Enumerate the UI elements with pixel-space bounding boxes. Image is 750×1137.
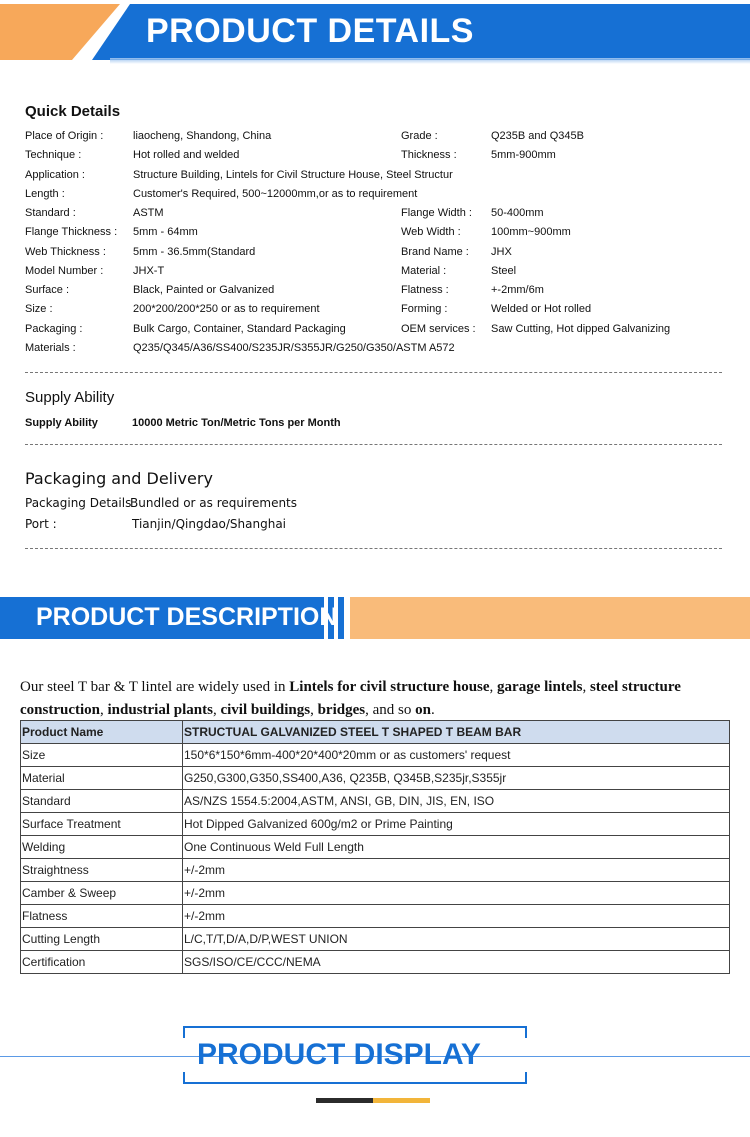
supply-ability-label: Supply Ability <box>25 417 98 429</box>
table-cell-label: Cutting Length <box>21 928 183 951</box>
detail-value: liaocheng, Shandong, China <box>133 130 272 142</box>
quick-details-row <box>25 207 725 226</box>
spec-table <box>20 720 730 974</box>
detail-value: JHX <box>491 246 512 258</box>
port-value: Tianjin/Qingdao/Shanghai <box>132 517 287 531</box>
product-details-header <box>0 0 750 66</box>
product-details-title: PRODUCT DETAILS <box>146 12 474 50</box>
table-row <box>21 905 730 928</box>
table-row <box>21 767 730 790</box>
frame-left <box>183 1072 185 1084</box>
table-header-label: Product Name <box>21 721 183 744</box>
detail-value: Q235B and Q345B <box>491 130 584 142</box>
intro-text: Our steel T bar & T lintel are widely used in <box>20 679 290 695</box>
port-label: Port : <box>25 517 57 531</box>
detail-value: +-2mm/6m <box>491 284 544 296</box>
detail-value: Structure Building, Lintels for Civil Structure House, Steel Structur <box>133 169 453 181</box>
intro-bold: Lintels for civil structure house <box>289 679 490 695</box>
detail-label: Materials : <box>25 342 76 354</box>
detail-value: Welded or Hot rolled <box>491 303 592 315</box>
detail-value: 50-400mm <box>491 207 544 219</box>
table-row <box>21 859 730 882</box>
quick-details-row <box>25 265 725 284</box>
quick-details-row <box>25 149 725 168</box>
table-row <box>21 882 730 905</box>
product-description-header <box>0 597 750 639</box>
table-cell-value: L/C,T/T,D/A,D/P,WEST UNION <box>183 928 730 951</box>
table-row <box>21 836 730 859</box>
detail-label: Material : <box>401 265 447 277</box>
detail-label: Grade : <box>401 130 438 142</box>
frame-top <box>183 1026 527 1028</box>
intro-bold: garage lintels <box>497 679 583 695</box>
detail-label: Brand Name : <box>401 246 469 258</box>
table-row <box>21 744 730 767</box>
table-cell-label: Standard <box>21 790 183 813</box>
quick-details-title: Quick Details <box>25 103 121 120</box>
quick-details-row <box>25 284 725 303</box>
product-display-header <box>183 1026 527 1084</box>
supply-ability-title: Supply Ability <box>25 389 115 406</box>
table-row <box>21 813 730 836</box>
detail-value: 100mm~900mm <box>491 226 571 238</box>
table-header-row <box>21 721 730 744</box>
table-row <box>21 790 730 813</box>
intro-bold: steel structure construction <box>20 679 681 718</box>
detail-label: Packaging : <box>25 323 83 335</box>
table-cell-value: AS/NZS 1554.5:2004,ASTM, ANSI, GB, DIN, JIS, EN, ISO <box>183 790 730 813</box>
detail-value: Saw Cutting, Hot dipped Galvanizing <box>491 323 671 335</box>
header-shadow <box>110 58 750 64</box>
detail-label: Technique : <box>25 149 82 161</box>
detail-value: Black, Painted or Galvanized <box>133 284 275 296</box>
detail-value: 5mm-900mm <box>491 149 556 161</box>
detail-label: Thickness : <box>401 149 457 161</box>
detail-label: OEM services : <box>401 323 476 335</box>
detail-label: Place of Origin : <box>25 130 104 142</box>
intro-bold: on <box>415 702 431 718</box>
detail-label: Surface : <box>25 284 70 296</box>
detail-label: Flatness : <box>401 284 449 296</box>
divider <box>25 548 722 549</box>
table-cell-value: SGS/ISO/CE/CCC/NEMA <box>183 951 730 974</box>
detail-value: ASTM <box>133 207 164 219</box>
display-bar-dark <box>316 1098 373 1103</box>
header-stripe <box>338 597 344 639</box>
display-bar-yellow <box>373 1098 430 1103</box>
quick-details-row <box>25 323 725 342</box>
table-cell-label: Certification <box>21 951 183 974</box>
table-cell-value: +/-2mm <box>183 882 730 905</box>
table-cell-label: Straightness <box>21 859 183 882</box>
table-cell-value: One Continuous Weld Full Length <box>183 836 730 859</box>
product-display-title: PRODUCT DISPLAY <box>197 1038 481 1071</box>
quick-details-row <box>25 130 725 149</box>
detail-label: Standard : <box>25 207 76 219</box>
table-cell-value: +/-2mm <box>183 905 730 928</box>
intro-text: , and so <box>365 702 416 718</box>
intro-text: . <box>430 702 435 718</box>
detail-value: 5mm - 64mm <box>133 226 198 238</box>
quick-details-row <box>25 246 725 265</box>
detail-label: Flange Width : <box>401 207 472 219</box>
frame-right <box>525 1026 527 1038</box>
header-orange-band <box>350 597 750 639</box>
detail-value: Customer's Required, 500~12000mm,or as to requirement <box>133 188 418 200</box>
intro-bold: industrial plants <box>107 702 213 718</box>
intro-bold: civil buildings <box>220 702 311 718</box>
table-header-value: STRUCTUAL GALVANIZED STEEL T SHAPED T BEAM BAR <box>183 721 730 744</box>
detail-label: Application : <box>25 169 85 181</box>
detail-label: Model Number : <box>25 265 104 277</box>
description-intro <box>20 676 732 722</box>
detail-value: 200*200/200*250 or as to requirement <box>133 303 320 315</box>
table-row <box>21 951 730 974</box>
table-cell-value: Hot Dipped Galvanized 600g/m2 or Prime Painting <box>183 813 730 836</box>
intro-bold: bridges <box>317 702 366 718</box>
supply-ability-value: 10000 Metric Ton/Metric Tons per Month <box>132 417 341 429</box>
detail-label: Forming : <box>401 303 448 315</box>
table-cell-label: Camber & Sweep <box>21 882 183 905</box>
detail-value: Hot rolled and welded <box>133 149 240 161</box>
intro-text: , <box>100 702 108 718</box>
quick-details-row <box>25 226 725 245</box>
detail-value: Q235/Q345/A36/SS400/S235JR/S355JR/G250/G350/ASTM A572 <box>133 342 455 354</box>
detail-label: Web Thickness : <box>25 246 106 258</box>
table-cell-label: Material <box>21 767 183 790</box>
intro-text: , <box>582 679 590 695</box>
detail-label: Flange Thickness : <box>25 226 118 238</box>
product-description-title: PRODUCT DESCRIPTION <box>36 603 338 631</box>
table-cell-value: 150*6*150*6mm-400*20*400*20mm or as customers' request <box>183 744 730 767</box>
table-cell-label: Welding <box>21 836 183 859</box>
detail-value: Bulk Cargo, Container, Standard Packaging <box>133 323 346 335</box>
quick-details-row <box>25 303 725 322</box>
table-cell-value: +/-2mm <box>183 859 730 882</box>
divider <box>25 444 722 445</box>
frame-left <box>183 1026 185 1038</box>
packaging-details-label: Packaging Details <box>25 496 132 510</box>
detail-value: Steel <box>491 265 517 277</box>
quick-details-row <box>25 169 725 188</box>
table-cell-label: Flatness <box>21 905 183 928</box>
detail-label: Web Width : <box>401 226 461 238</box>
detail-label: Length : <box>25 188 65 200</box>
intro-text: , <box>310 702 318 718</box>
intro-text: , <box>489 679 498 695</box>
packaging-delivery-title: Packaging and Delivery <box>25 469 213 488</box>
detail-label: Size : <box>25 303 53 315</box>
frame-bottom <box>183 1082 527 1084</box>
intro-text: , <box>212 702 221 718</box>
quick-details-row <box>25 188 725 207</box>
table-cell-label: Size <box>21 744 183 767</box>
frame-right <box>525 1072 527 1084</box>
table-cell-value: G250,G300,G350,SS400,A36, Q235B, Q345B,S235jr,S355jr <box>183 767 730 790</box>
table-cell-label: Surface Treatment <box>21 813 183 836</box>
table-row <box>21 928 730 951</box>
packaging-details-value: Bundled or as requirements <box>130 496 298 510</box>
detail-value: 5mm - 36.5mm(Standard <box>133 246 256 258</box>
quick-details-row <box>25 342 725 361</box>
detail-value: JHX-T <box>133 265 165 277</box>
divider <box>25 372 722 373</box>
